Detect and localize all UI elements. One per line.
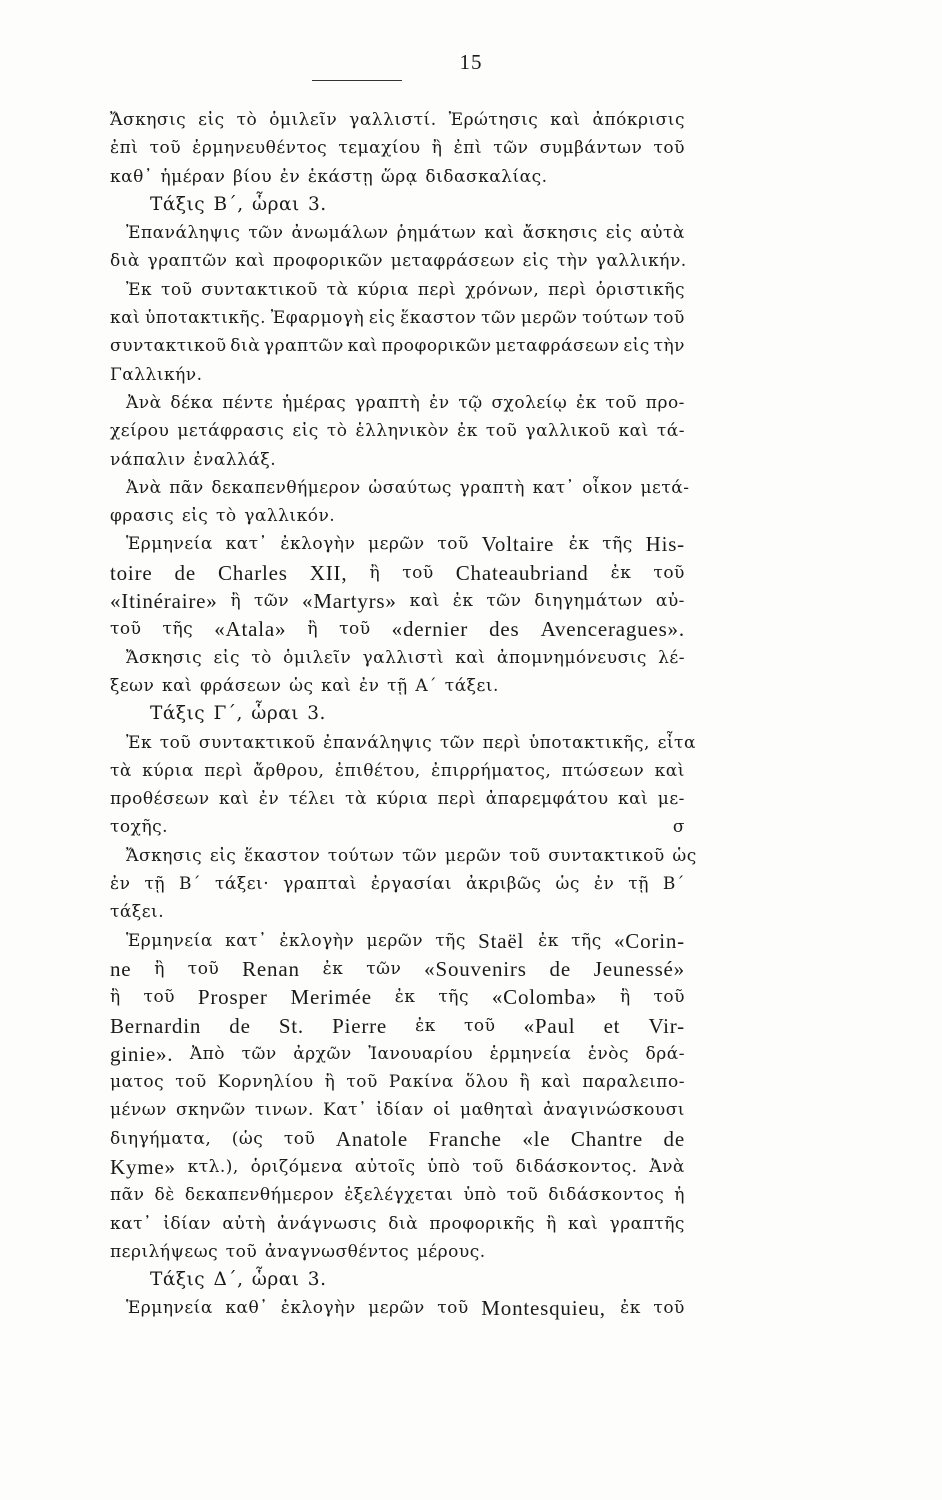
text-line: Ἄσκησις εἰς τὸ ὁμιλεῖν γαλλιστί. Ἐρώτησις καὶ ἀπόκρισις xyxy=(110,110,685,130)
text-line: Kyme» κτλ.), ὁριζόμενα αὐτοῖς ὑπὸ τοῦ διδάσκοντος. Ἀνὰ xyxy=(110,1154,685,1179)
text-line: κατ᾽ ἰδίαν αὐτὴ ἀνάγνωσις διὰ προφορικῆς ἢ καὶ γραπτῆς xyxy=(110,1213,685,1234)
text-line: διηγήματα, (ὡς τοῦ Anatole Franche «le Chantre de xyxy=(110,1126,685,1151)
header-rule xyxy=(312,80,402,81)
text-line: χείρου μετάφρασις εἰς τὸ ἑλληνικὸν ἐκ τοῦ γαλλικοῦ καὶ τά- xyxy=(110,421,685,442)
text-line: Τάξις Β΄, ὧραι 3. xyxy=(150,193,327,215)
text-line: καὶ ὑποτακτικῆς. Ἐφαρμογὴ εἰς ἕκαστον τῶν μερῶν τούτων τοῦ xyxy=(110,308,685,329)
text-line: φρασις εἰς τὸ γαλλικόν. xyxy=(110,506,336,527)
text-line: ματος τοῦ Κορνηλίου ἢ τοῦ Ρακίνα ὅλου ἢ καὶ παραλειπο- xyxy=(110,1072,685,1093)
text-line: τοῦ τῆς «Atala» ἢ τοῦ «dernier des Avenceragues». xyxy=(110,617,685,642)
text-line: τὰ κύρια περὶ ἄρθρου, ἐπιθέτου, ἐπιρρήματος, πτώσεων καὶ xyxy=(110,760,685,781)
text-line: πᾶν δὲ δεκαπενθήμερον ἐξελέγχεται ὑπὸ τοῦ διδάσκοντος ἡ xyxy=(110,1185,685,1206)
text-line: Ἐκ τοῦ συντακτικοῦ τὰ κύρια περὶ χρόνων, περὶ ὁριστικῆς xyxy=(126,279,685,300)
text-line: ἐν τῇ Β΄ τάξει· γραπταὶ ἐργασίαι ἀκριβῶς ὡς ἐν τῇ Β΄ xyxy=(110,874,685,895)
text-line: ne ἢ τοῦ Renan ἐκ τῶν «Souvenirs de Jeunessé» xyxy=(110,956,685,981)
text-line: νάπαλιν ἐναλλάξ. xyxy=(110,449,277,470)
text-line: Ἄσκησις εἰς τὸ ὁμιλεῖν γαλλιστὶ καὶ ἀπομνημόνευσις λέ- xyxy=(126,647,685,668)
text-line: διὰ γραπτῶν καὶ προφορικῶν μεταφράσεων εἰς τὴν γαλλικήν. xyxy=(110,251,687,272)
text-line: Ἑρμηνεία καθ᾽ ἐκλογὴν μερῶν τοῦ Montesquieu, ἐκ τοῦ xyxy=(126,1296,685,1321)
text-line: Ἄσκησις εἰς ἕκαστον τούτων τῶν μερῶν τοῦ συντακτικοῦ ὡς xyxy=(126,845,697,866)
text-line: Ἀνὰ δέκα πέντε ἡμέρας γραπτὴ ἐν τῷ σχολείῳ ἐκ τοῦ προ- xyxy=(126,392,685,413)
text-line: Γαλλικήν. xyxy=(110,364,203,385)
text-line: προθέσεων καὶ ἐν τέλει τὰ κύρια περὶ ἀπαρεμφάτου καὶ με- xyxy=(110,789,685,810)
text-line: Ἐπανάληψις τῶν ἀνωμάλων ῥημάτων καὶ ἄσκησις εἰς αὐτὰ xyxy=(126,223,685,244)
text-line: τάξει. xyxy=(110,902,165,923)
text-line: τοχῆς. σ xyxy=(110,817,685,838)
text-line: ginie». Ἀπὸ τῶν ἀρχῶν Ἰανουαρίου ἑρμηνεία ἑνὸς δρά- xyxy=(110,1041,685,1066)
page-number: 15 xyxy=(459,50,483,74)
text-line: ἢ τοῦ Prosper Merimée ἐκ τῆς «Colomba» ἢ τοῦ xyxy=(110,985,685,1010)
text-line: Ἐκ τοῦ συντακτικοῦ ἐπανάληψις τῶν περὶ ὑποτακτικῆς, εἶτα xyxy=(126,732,696,753)
text-line: Τάξις Δ΄, ὧραι 3. xyxy=(150,1269,327,1291)
text-line: συντακτικοῦ διὰ γραπτῶν καὶ προφορικῶν μεταφράσεων εἰς τὴν xyxy=(110,336,685,357)
text-line: Ἀνὰ πᾶν δεκαπενθήμερον ὡσαύτως γραπτὴ κατ᾽ οἶκον μετά- xyxy=(126,477,690,498)
text-line: περιλήψεως τοῦ ἀναγνωσθέντος μέρους. xyxy=(110,1241,486,1262)
text-line: «Itinéraire» ἢ τῶν «Martyrs» καὶ ἐκ τῶν διηγημάτων αὐ- xyxy=(110,589,685,614)
body-text xyxy=(110,106,697,1323)
text-line: καθ᾽ ἡμέραν βίου ἐν ἑκάστῃ ὥρᾳ διδασκαλίας. xyxy=(110,166,548,187)
text-line: Τάξις Γ΄, ὧραι 3. xyxy=(150,703,326,725)
text-line: toire de Charles XII, ἢ τοῦ Chateaubriand ἐκ τοῦ xyxy=(110,560,685,585)
text-line: Ἑρμηνεία κατ᾽ ἐκλογὴν μερῶν τοῦ Voltaire ἐκ τῆς His- xyxy=(126,532,685,557)
text-line: ξεων καὶ φράσεων ὡς καὶ ἐν τῇ Α΄ τάξει. xyxy=(110,675,499,696)
text-line: μένων σκηνῶν τινων. Κατ᾽ ἰδίαν οἱ μαθηταὶ ἀναγινώσκουσι xyxy=(110,1100,685,1121)
text-line: ἐπὶ τοῦ ἑρμηνευθέντος τεμαχίου ἢ ἐπὶ τῶν συμβάντων τοῦ xyxy=(110,138,685,159)
text-line: Bernardin de St. Pierre ἐκ τοῦ «Paul et Vir- xyxy=(110,1013,685,1038)
text-line: Ἑρμηνεία κατ᾽ ἐκλογὴν μερῶν τῆς Staël ἐκ τῆς «Corin- xyxy=(126,928,685,953)
